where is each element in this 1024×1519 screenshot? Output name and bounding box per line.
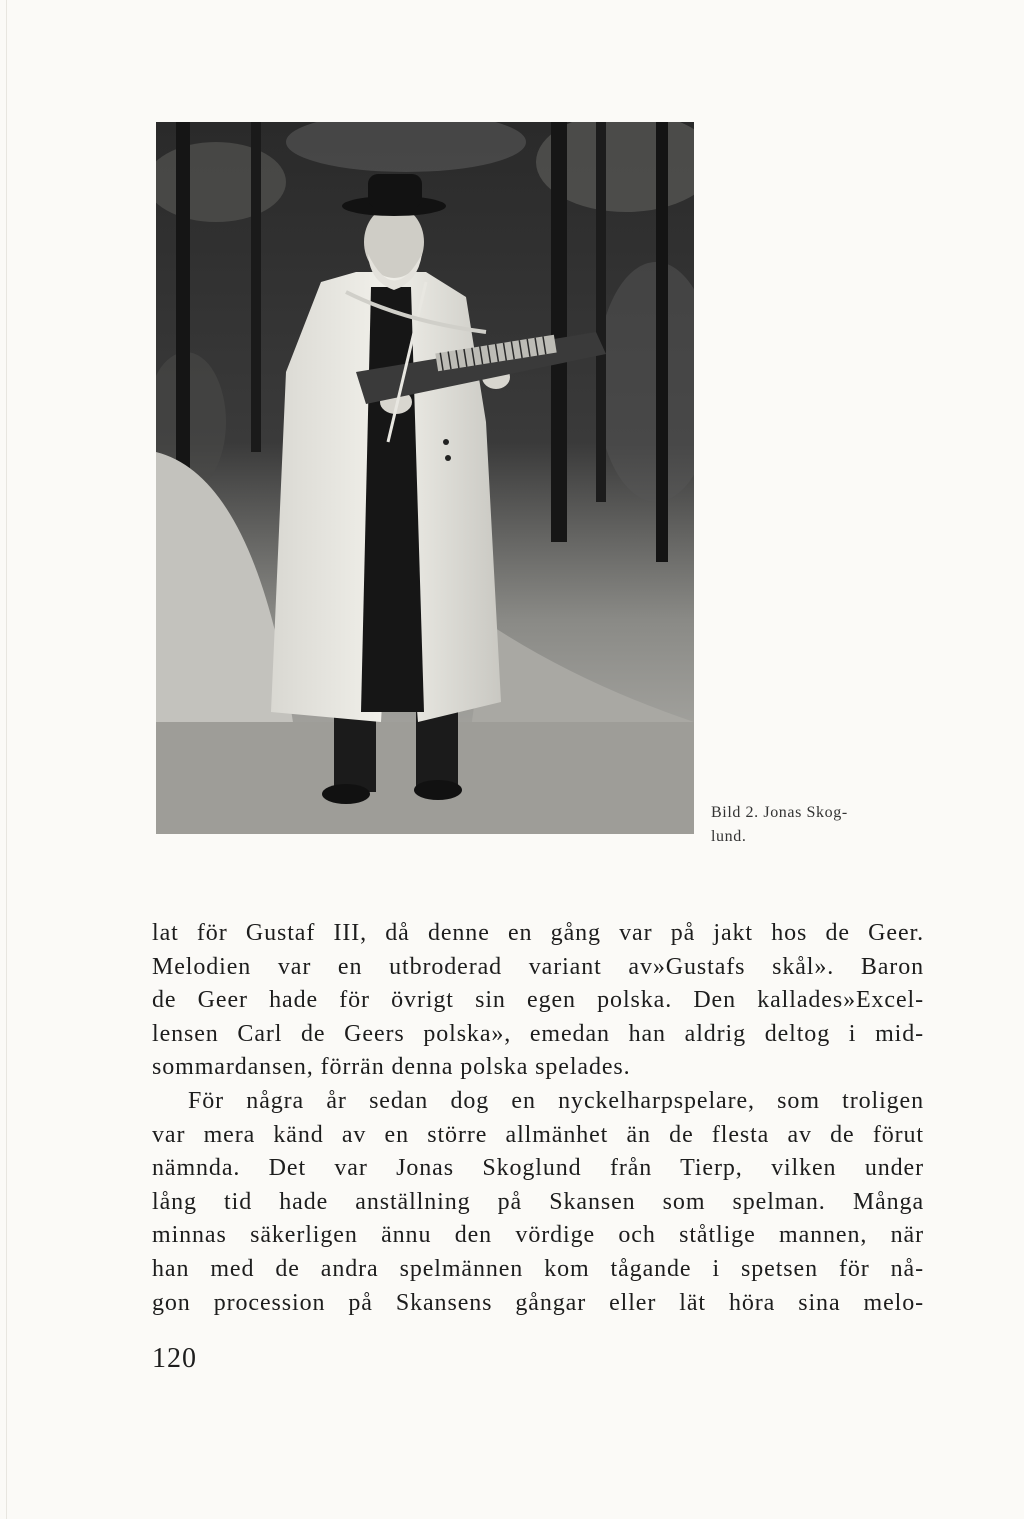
- photograph: [156, 122, 694, 834]
- caption-line: Bild 2. Jonas Skog-: [711, 804, 848, 821]
- photo-illustration: [156, 122, 694, 834]
- text-line: nämnda. Det var Jonas Skoglund från Tierp, vilken under: [152, 1155, 924, 1182]
- text-line: de Geer hade för övrigt sin egen polska. Den kallades»Excel-: [152, 987, 924, 1014]
- text-line: sommardansen, förrän denna polska spelades.: [152, 1054, 631, 1081]
- text-line: lat för Gustaf III, då denne en gång var på jakt hos de Geer.: [152, 920, 924, 946]
- figure-caption: [711, 801, 971, 849]
- text-line: han med de andra spelmännen kom tågande i spetsen för nå-: [152, 1255, 924, 1282]
- page-number: 120: [152, 1343, 197, 1374]
- text-line: Melodien var en utbroderad variant av»Gustafs skål». Baron: [152, 953, 924, 980]
- text-line: minnas säkerligen ännu den vördige och ståtlige mannen, när: [152, 1222, 924, 1249]
- text-line: var mera känd av en större allmänhet än de flesta av de förut: [152, 1121, 924, 1148]
- body-text: [152, 917, 924, 1320]
- text-line: gon procession på Skansens gångar eller lät höra sina melo-: [152, 1289, 924, 1316]
- text-line: lensen Carl de Geers polska», emedan han aldrig deltog i mid-: [152, 1020, 924, 1047]
- caption-line: lund.: [711, 828, 747, 845]
- page-edge: [6, 0, 7, 1519]
- text-line: lång tid hade anställning på Skansen som spelman. Många: [152, 1188, 924, 1215]
- text-line: För några år sedan dog en nyckelharpspelare, som troligen: [188, 1087, 924, 1114]
